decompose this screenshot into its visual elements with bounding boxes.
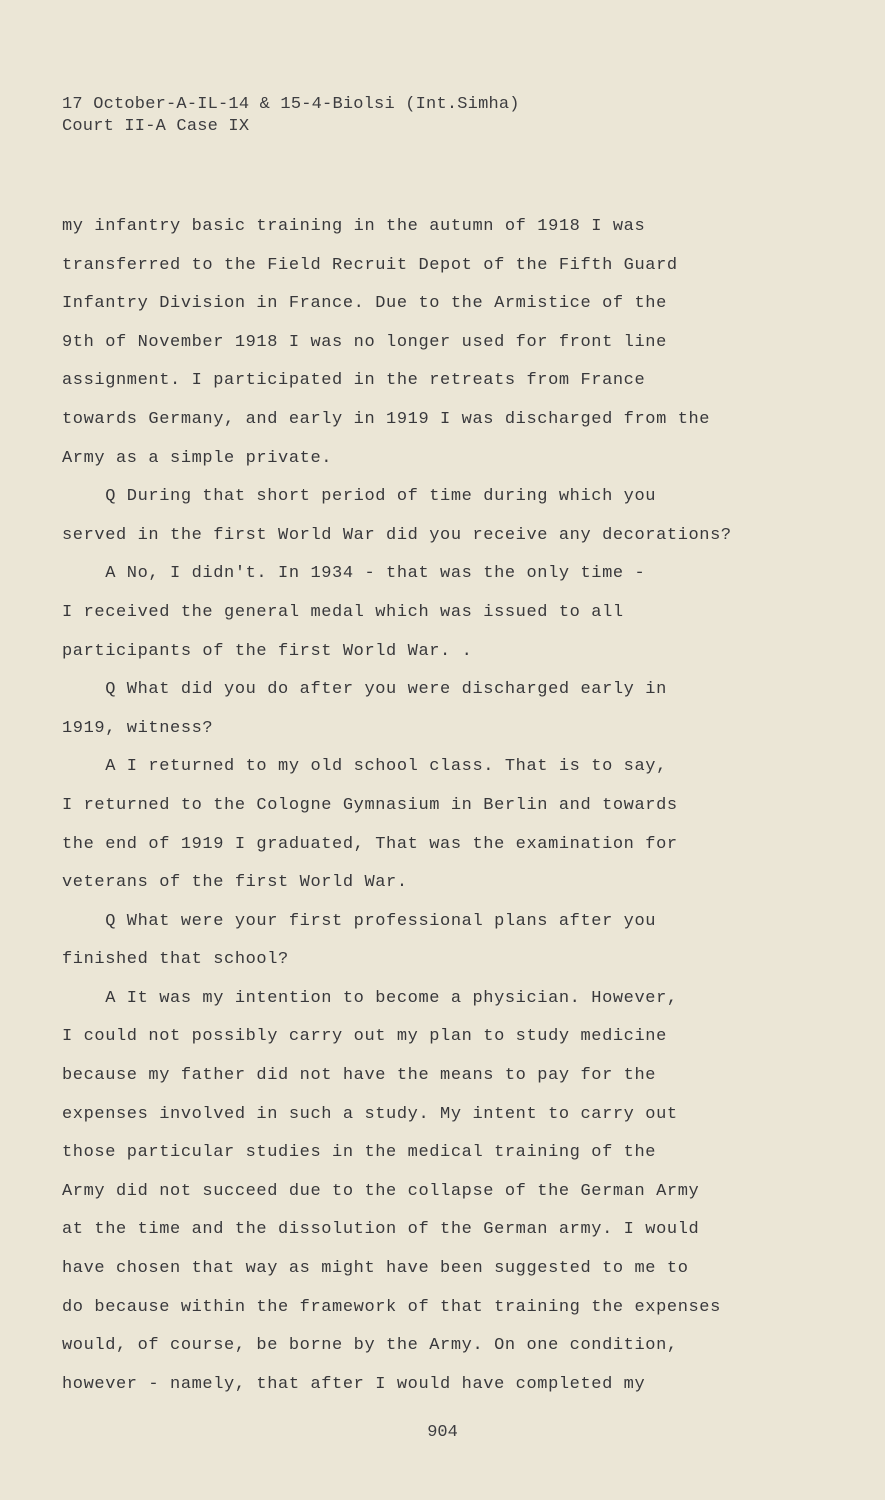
text-line: have chosen that way as might have been suggested to me to	[62, 1259, 689, 1279]
text-line: expenses involved in such a study. My intent to carry out	[62, 1104, 678, 1124]
text-line: I received the general medal which was issued to all	[62, 602, 624, 622]
text-line: however - namely, that after I would have completed my	[62, 1374, 646, 1394]
text-line: assignment. I participated in the retreats from France	[62, 371, 646, 391]
text-line: finished that school?	[62, 950, 289, 970]
text-line: veterans of the first World War.	[62, 873, 408, 893]
text-line: A I returned to my old school class. That is to say,	[62, 757, 667, 777]
text-line: I could not possibly carry out my plan to study medicine	[62, 1027, 667, 1047]
text-line: served in the first World War did you receive any decorations?	[62, 525, 732, 545]
transcript-body	[62, 208, 852, 1404]
text-line: transferred to the Field Recruit Depot of the Fifth Guard	[62, 255, 678, 275]
text-line: Army as a simple private.	[62, 448, 333, 468]
text-line: 9th of November 1918 I was no longer used for front line	[62, 332, 667, 352]
text-line: 1919, witness?	[62, 718, 214, 738]
header-line-2: Court II-A Case IX	[62, 117, 250, 136]
text-line: participants of the first World War. .	[62, 641, 473, 661]
document-header	[62, 94, 520, 138]
text-line: Q What did you do after you were discharged early in	[62, 680, 667, 700]
text-line: A No, I didn't. In 1934 - that was the only time -	[62, 564, 646, 584]
text-line: Q What were your first professional plans after you	[62, 911, 657, 931]
text-line: Infantry Division in France. Due to the Armistice of the	[62, 294, 667, 314]
text-line: those particular studies in the medical training of the	[62, 1143, 657, 1163]
text-line: at the time and the dissolution of the German army. I would	[62, 1220, 700, 1240]
text-line: because my father did not have the means to pay for the	[62, 1066, 657, 1086]
text-line: A It was my intention to become a physician. However,	[62, 988, 678, 1008]
text-line: my infantry basic training in the autumn of 1918 I was	[62, 217, 646, 236]
text-line: towards Germany, and early in 1919 I was discharged from the	[62, 409, 711, 429]
text-line: Q During that short period of time during which you	[62, 487, 657, 507]
text-line: I returned to the Cologne Gymnasium in Berlin and towards	[62, 795, 678, 815]
text-line: the end of 1919 I graduated, That was the examination for	[62, 834, 678, 854]
text-line: Army did not succeed due to the collapse of the German Army	[62, 1181, 700, 1201]
header-line-1: 17 October-A-IL-14 & 15-4-Biolsi (Int.Simha)	[62, 95, 520, 114]
text-line: would, of course, be borne by the Army. On one condition,	[62, 1336, 678, 1356]
text-line: do because within the framework of that training the expenses	[62, 1297, 721, 1317]
page-number: 904	[427, 1423, 458, 1442]
